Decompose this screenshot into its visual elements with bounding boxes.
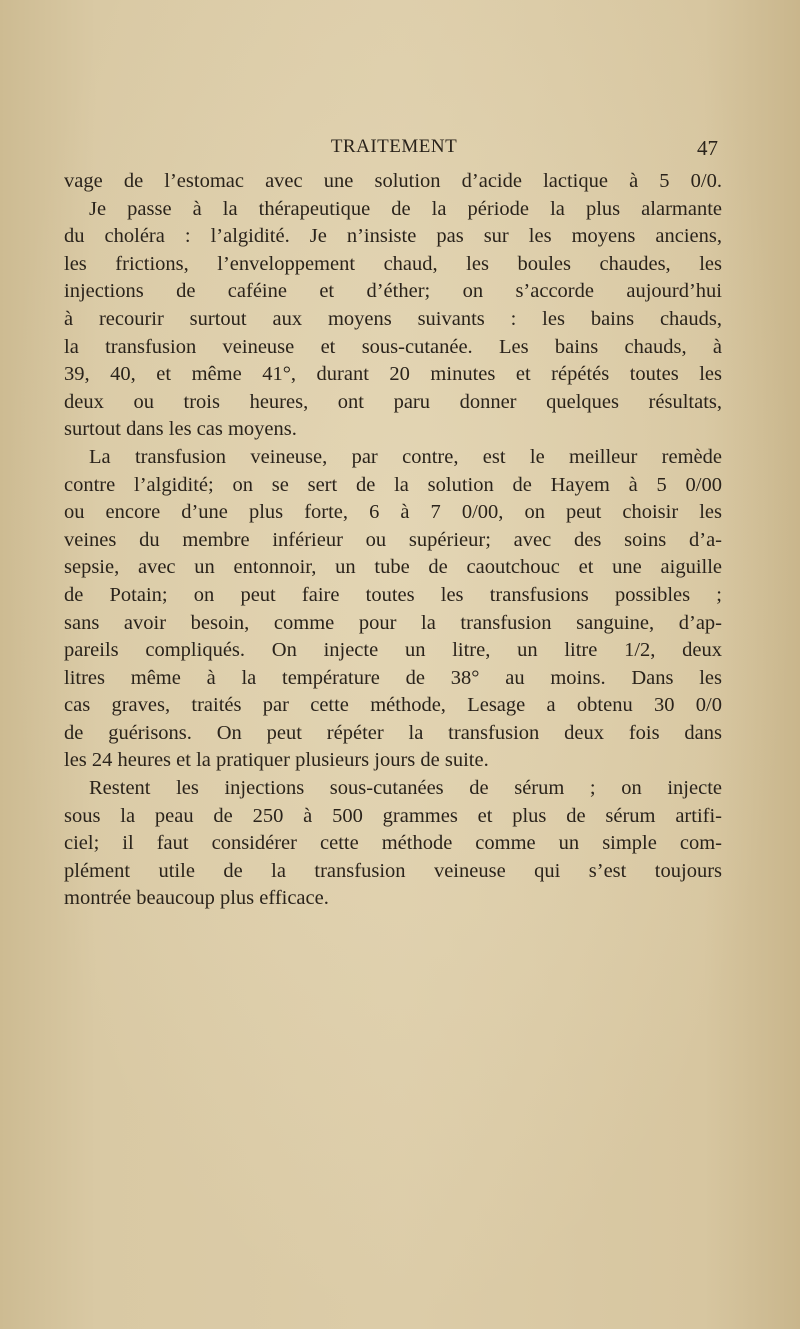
text-line: pareils compliqués. On injecte un litre, un litre 1/2, deux — [64, 639, 722, 662]
text-line: les 24 heures et la pratiquer plusieurs jours de suite. — [64, 749, 489, 772]
text-line: surtout dans les cas moyens. — [64, 418, 297, 441]
running-head — [70, 136, 718, 166]
body-text — [64, 168, 722, 913]
text-line: la transfusion veineuse et sous-cutanée. Les bains chauds, à — [64, 335, 722, 358]
text-line: ciel; il faut considérer cette méthode comme un simple com- — [64, 832, 722, 855]
text-line: injections de caféine et d’éther; on s’accorde aujourd’hui — [64, 280, 722, 303]
text-line: contre l’algidité; on se sert de la solution de Hayem à 5 0/00 — [64, 473, 722, 496]
text-line: de Potain; on peut faire toutes les transfusions possibles ; — [64, 583, 722, 606]
text-line: les frictions, l’enveloppement chaud, les boules chaudes, les — [64, 252, 722, 275]
text-line: deux ou trois heures, ont paru donner quelques résultats, — [64, 390, 722, 413]
text-line: plément utile de la transfusion veineuse qui s’est toujours — [64, 859, 722, 882]
page-number: 47 — [697, 136, 718, 160]
text-line: de guérisons. On peut répéter la transfusion deux fois dans — [64, 721, 722, 744]
text-line: veines du membre inférieur ou supérieur; avec des soins d’a- — [64, 528, 722, 551]
running-title: TRAITEMENT — [330, 136, 458, 157]
text-line: vage de l’estomac avec une solution d’acide lactique à 5 0/0. — [64, 170, 722, 192]
text-line: Restent les injections sous-cutanées de sérum ; on injecte — [89, 777, 722, 800]
text-line: La transfusion veineuse, par contre, est le meilleur remède — [89, 445, 722, 468]
text-line: du choléra : l’algidité. Je n’insiste pas sur les moyens anciens, — [64, 225, 722, 248]
text-line: à recourir surtout aux moyens suivants : les bains chauds, — [64, 307, 722, 330]
text-line: 39, 40, et même 41°, durant 20 minutes et répétés toutes les — [64, 363, 722, 386]
text-line: montrée beaucoup plus efficace. — [64, 887, 329, 910]
text-line: sans avoir besoin, comme pour la transfusion sanguine, d’ap- — [64, 611, 722, 634]
text-line: Je passe à la thérapeutique de la période la plus alarmante — [89, 197, 722, 220]
text-line: sous la peau de 250 à 500 grammes et plus de sérum artifi- — [64, 804, 722, 827]
text-line: sepsie, avec un entonnoir, un tube de caoutchouc et une aiguille — [64, 556, 722, 579]
text-line: litres même à la température de 38° au moins. Dans les — [64, 666, 722, 689]
text-line: ou encore d’une plus forte, 6 à 7 0/00, on peut choisir les — [64, 501, 722, 524]
text-line: cas graves, traités par cette méthode, Lesage a obtenu 30 0/0 — [64, 694, 722, 717]
